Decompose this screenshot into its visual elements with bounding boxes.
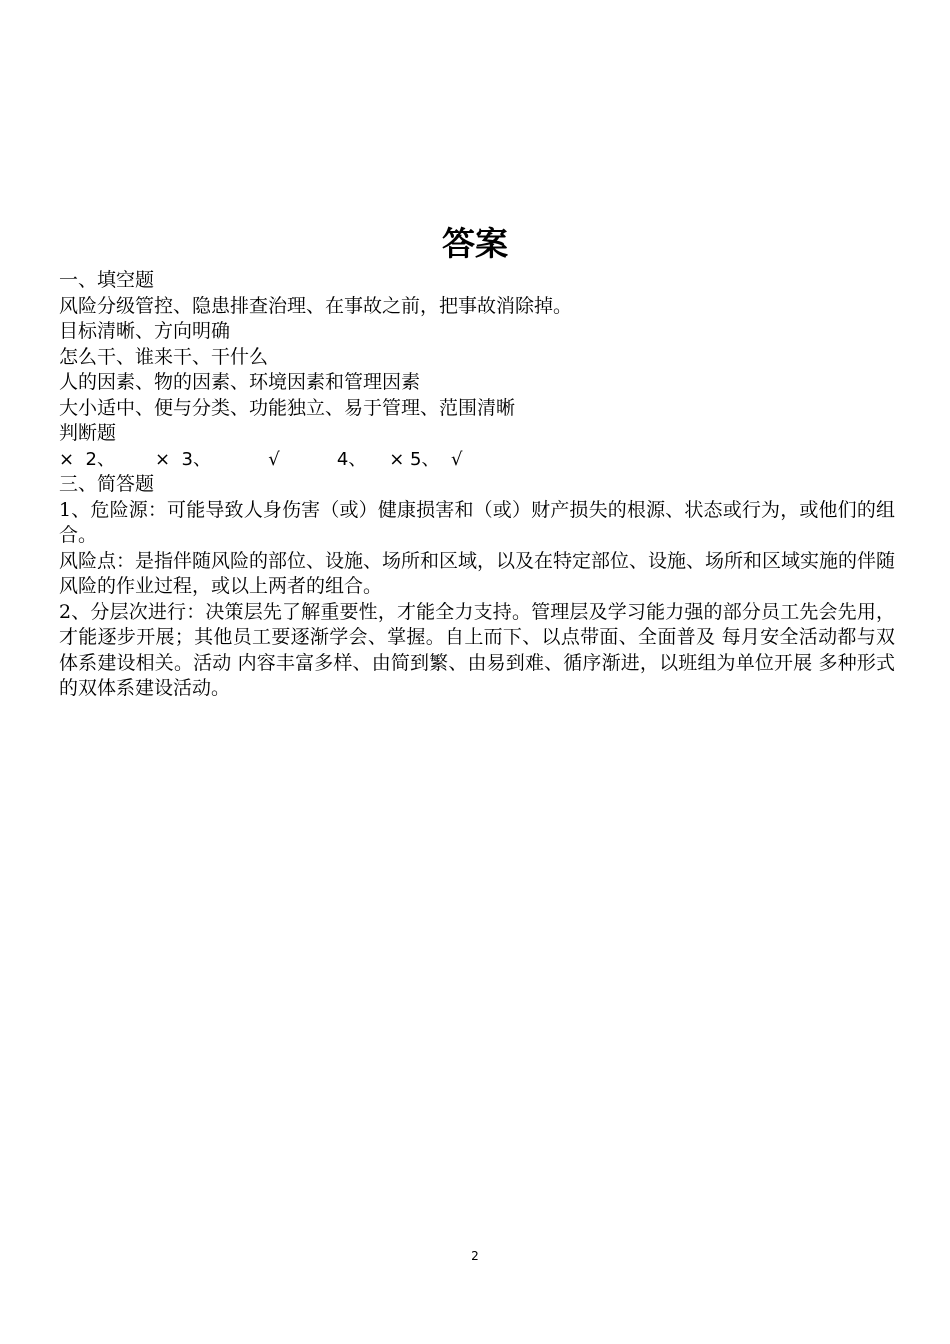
true-false-answers: × 2、 × 3、 √ 4、 × 5、 √ [59, 448, 463, 470]
document-title: 答案 [442, 224, 508, 263]
short-answer-2: 2、分层次进行：决策层先了解重要性，才能全力支持。管理层及学习能力强的部分员工先会先用，才能逐步开展；其他员工要逐渐学会、掌握。自上而下、以点带面、全面普及 每月安全活动都与双体系建设相关。活动 内容丰富多样、由简到繁、由易到难、循序渐进，以班组为单位开展 多种形式的双体系建设活动。 [59, 600, 895, 699]
answer-line-2: 目标清晰、方向明确 [59, 320, 231, 342]
document-body [59, 268, 895, 702]
answer-line-1: 风险分级管控、隐患排查治理、在事故之前，把事故消除掉。 [59, 294, 573, 317]
answer-line-5: 大小适中、便与分类、功能独立、易于管理、范围清晰 [59, 396, 516, 419]
page-number: 2 [471, 1249, 479, 1263]
short-answer-1-risk-point: 风险点：是指伴随风险的部位、设施、场所和区域，以及在特定部位、设施、场所和区域实施的伴随风险的作业过程，或以上两者的组合。 [59, 549, 896, 597]
section-heading-fill-in: 一、填空题 [59, 269, 155, 291]
section-heading-true-false: 判断题 [59, 422, 117, 444]
short-answer-1-hazard: 1、危险源：可能导致人身伤害（或）健康损害和（或）财产损失的根源、状态或行为，或他们的组合。 [59, 498, 895, 546]
answer-line-4: 人的因素、物的因素、环境因素和管理因素 [59, 371, 421, 393]
answer-line-3: 怎么干、谁来干、干什么 [59, 345, 269, 368]
section-heading-short-answer: 三、简答题 [59, 473, 155, 495]
